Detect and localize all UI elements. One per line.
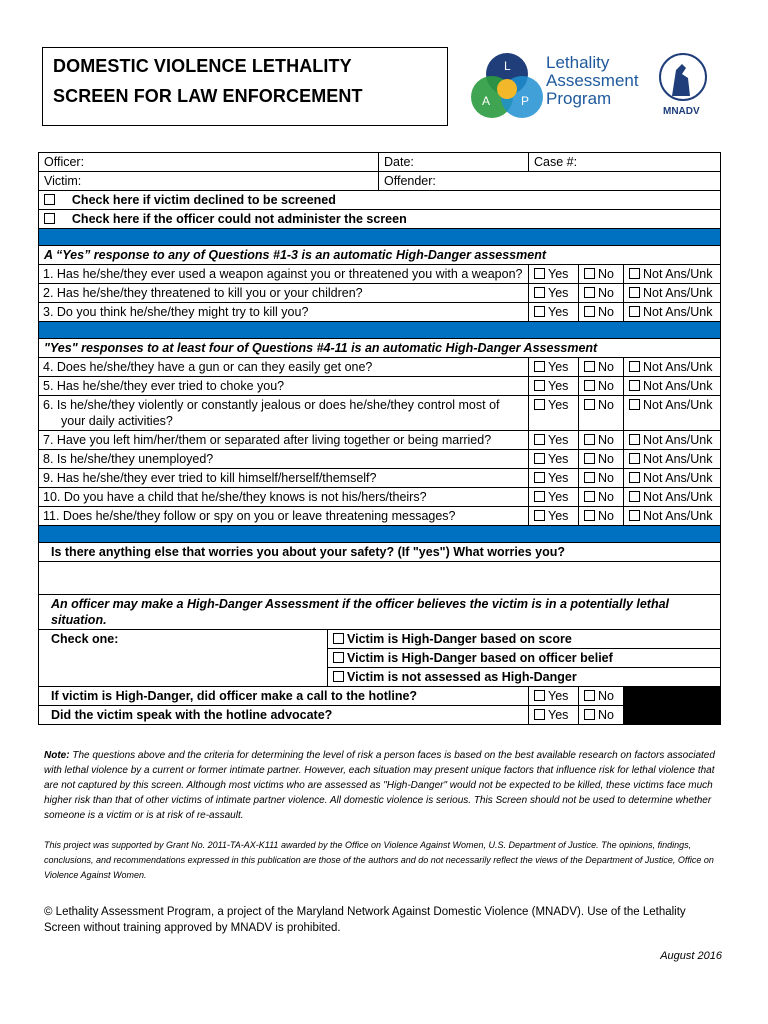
yes-label: Yes: [548, 490, 569, 504]
na-label: Not Ans/Unk: [643, 509, 713, 523]
yes-label: Yes: [548, 509, 569, 523]
question-text: 3. Do you think he/she/they might try to kill you?: [39, 303, 529, 322]
checkbox-icon[interactable]: [534, 472, 545, 483]
checkbox-icon[interactable]: [584, 491, 595, 502]
na-label: Not Ans/Unk: [643, 305, 713, 319]
checkbox-icon[interactable]: [534, 434, 545, 445]
checkbox-icon[interactable]: [584, 268, 595, 279]
question-row: [39, 450, 721, 469]
not-answered-option[interactable]: [624, 431, 721, 450]
checkbox-icon[interactable]: [534, 268, 545, 279]
question-text: 11. Does he/she/they follow or spy on you or leave threatening messages?: [39, 507, 529, 526]
note-text: The questions above and the criteria for determining the level of risk a person faces is based on the best available research on factors associated with lethal violence by a current or former intimate partner. However, each situation may present unique factors that influence risk for lethal violence that are not captured by this screen. Although most victims who are assessed as "High-Danger" would not be expected to be killed, these victims face much higher risk than that of other victims of intimate partner violence. All domestic violence is serious. This Screen should not be used to determine whether someone is a victim or is at risk of re-assault.: [44, 750, 715, 821]
offender-field[interactable]: Offender:: [379, 172, 721, 191]
question-row: [39, 396, 721, 431]
yes-label: Yes: [548, 708, 569, 722]
question-row: [39, 303, 721, 322]
yes-label: Yes: [548, 452, 569, 466]
lap-line-2: Assessment: [546, 71, 639, 90]
checkbox-icon[interactable]: [629, 287, 640, 298]
checkbox-icon[interactable]: [333, 671, 344, 682]
title-line-2: SCREEN FOR LAW ENFORCEMENT: [53, 86, 363, 106]
support-paragraph: This project was supported by Grant No. 2011-TA-AX-K111 awarded by the Office on Violence Against Women, U.S. Department of Justice. The opinions, findings, conclusions, and recommendations expressed in this publication are those of the authors and do not necessarily reflect the views of the Department of Justice, Office on Violence Against Women.: [44, 840, 714, 880]
checkbox-icon[interactable]: [333, 633, 344, 644]
no-label: No: [598, 708, 614, 722]
checkbox-icon[interactable]: [534, 306, 545, 317]
not-answered-option[interactable]: [624, 284, 721, 303]
checkbox-icon[interactable]: [584, 361, 595, 372]
checkbox-icon[interactable]: [584, 399, 595, 410]
question-row: [39, 358, 721, 377]
no-option[interactable]: [579, 431, 624, 450]
section1-questions: [39, 265, 721, 322]
checkbox-icon[interactable]: [629, 361, 640, 372]
no-option[interactable]: [579, 303, 624, 322]
no-option[interactable]: [579, 284, 624, 303]
note-label: Note:: [44, 750, 70, 761]
question-text: 9. Has he/she/they ever tried to kill himself/herself/themself?: [39, 469, 529, 488]
not-answered-option[interactable]: [624, 358, 721, 377]
could-not-label: Check here if the officer could not administer the screen: [71, 212, 407, 226]
no-label: No: [598, 305, 614, 319]
logos: [468, 50, 728, 126]
not-answered-option[interactable]: [624, 507, 721, 526]
na-label: Not Ans/Unk: [643, 452, 713, 466]
no-option[interactable]: [579, 469, 624, 488]
no-label: No: [598, 286, 614, 300]
no-option[interactable]: [579, 507, 624, 526]
section-divider: [39, 322, 721, 339]
checkbox-icon[interactable]: [629, 380, 640, 391]
yes-option[interactable]: [529, 284, 579, 303]
checkbox-icon[interactable]: [534, 380, 545, 391]
lap-line-1: Lethality: [546, 53, 610, 72]
no-option[interactable]: [579, 377, 624, 396]
yes-label: Yes: [548, 379, 569, 393]
no-option[interactable]: [579, 358, 624, 377]
na-label: Not Ans/Unk: [643, 490, 713, 504]
mnadv-logo-text: MNADV: [663, 106, 700, 117]
officer-field[interactable]: Officer:: [39, 153, 379, 172]
no-label: No: [598, 452, 614, 466]
yes-option[interactable]: [529, 303, 579, 322]
yes-option[interactable]: [529, 450, 579, 469]
no-label: No: [598, 360, 614, 374]
question-row: [39, 431, 721, 450]
title-line-1: DOMESTIC VIOLENCE LETHALITY: [53, 56, 352, 76]
checkbox-icon[interactable]: [534, 287, 545, 298]
no-label: No: [598, 379, 614, 393]
hotline-1-yes[interactable]: [529, 687, 579, 706]
checkbox-icon[interactable]: [44, 213, 55, 224]
question-text: 7. Have you left him/her/them or separated after living together or being married?: [39, 431, 529, 450]
section-divider: [39, 229, 721, 246]
no-label: No: [598, 267, 614, 281]
question-text: 2. Has he/she/they threatened to kill you or your children?: [39, 284, 529, 303]
not-answered-option[interactable]: [624, 469, 721, 488]
checkbox-icon[interactable]: [584, 306, 595, 317]
checkbox-icon[interactable]: [44, 194, 55, 205]
could-not-row[interactable]: [39, 210, 721, 229]
no-option[interactable]: [579, 396, 624, 431]
na-label: Not Ans/Unk: [643, 433, 713, 447]
check-option-not[interactable]: [328, 668, 721, 687]
worries-question: Is there anything else that worries you about your safety? (If "yes") What worries you?: [39, 543, 721, 562]
na-label: Not Ans/Unk: [643, 267, 713, 281]
lap-letter-a: A: [482, 94, 491, 108]
not-answered-option[interactable]: [624, 396, 721, 431]
mnadv-logo-icon: [658, 52, 708, 102]
checkbox-icon[interactable]: [629, 472, 640, 483]
checkbox-icon[interactable]: [534, 690, 545, 701]
checkbox-icon[interactable]: [584, 380, 595, 391]
checkbox-icon[interactable]: [584, 709, 595, 720]
question-text: 10. Do you have a child that he/she/they knows is not his/hers/theirs?: [39, 488, 529, 507]
na-label: Not Ans/Unk: [643, 379, 713, 393]
yes-option[interactable]: [529, 265, 579, 284]
checkbox-icon[interactable]: [534, 510, 545, 521]
declined-row[interactable]: [39, 191, 721, 210]
no-label: No: [598, 398, 614, 412]
note-paragraph: [44, 748, 724, 823]
yes-label: Yes: [548, 267, 569, 281]
checkbox-icon[interactable]: [629, 453, 640, 464]
checkbox-icon[interactable]: [584, 690, 595, 701]
no-option[interactable]: [579, 488, 624, 507]
lap-logo-text: [546, 54, 639, 108]
yes-option[interactable]: [529, 377, 579, 396]
checkbox-icon[interactable]: [534, 399, 545, 410]
na-label: Not Ans/Unk: [643, 286, 713, 300]
officer-belief-text: An officer may make a High-Danger Assessment if the officer believes the victim is in a potentially lethal situation.: [39, 595, 721, 630]
checkbox-icon[interactable]: [629, 399, 640, 410]
not-answered-option[interactable]: [624, 303, 721, 322]
checkbox-icon[interactable]: [534, 361, 545, 372]
question-row: [39, 265, 721, 284]
option-label: Victim is High-Danger based on score: [347, 632, 572, 646]
question-row: [39, 469, 721, 488]
blacked-out-cell: [624, 687, 721, 725]
not-answered-option[interactable]: [624, 450, 721, 469]
screen-form: [38, 152, 721, 725]
yes-label: Yes: [548, 360, 569, 374]
question-row: [39, 377, 721, 396]
yes-label: Yes: [548, 305, 569, 319]
section2-header: "Yes" responses to at least four of Questions #4-11 is an automatic High-Danger Assessment: [39, 339, 721, 358]
hotline-question-1: If victim is High-Danger, did officer make a call to the hotline?: [39, 687, 529, 706]
no-label: No: [598, 433, 614, 447]
yes-label: Yes: [548, 433, 569, 447]
question-text: 6. Is he/she/they violently or constantly jealous or does he/she/they control most of your daily activities?: [39, 396, 529, 431]
declined-label: Check here if victim declined to be screened: [71, 193, 336, 207]
hotline-1-no[interactable]: [579, 687, 624, 706]
question-text: 4. Does he/she/they have a gun or can they easily get one?: [39, 358, 529, 377]
section1-header: A “Yes” response to any of Questions #1-3 is an automatic High-Danger assessment: [39, 246, 721, 265]
question-text: 5. Has he/she/they ever tried to choke you?: [39, 377, 529, 396]
option-label: Victim is not assessed as High-Danger: [347, 670, 577, 684]
yes-label: Yes: [548, 689, 569, 703]
section-divider: [39, 526, 721, 543]
question-row: [39, 284, 721, 303]
na-label: Not Ans/Unk: [643, 398, 713, 412]
yes-option[interactable]: [529, 488, 579, 507]
case-field[interactable]: Case #:: [529, 153, 721, 172]
yes-option[interactable]: [529, 396, 579, 431]
checkbox-icon[interactable]: [629, 434, 640, 445]
title-box: [42, 47, 448, 126]
checkbox-icon[interactable]: [534, 491, 545, 502]
hotline-2-no[interactable]: [579, 706, 624, 725]
not-answered-option[interactable]: [624, 265, 721, 284]
no-label: No: [598, 490, 614, 504]
question-text: 1. Has he/she/they ever used a weapon against you or threatened you with a weapon?: [39, 265, 529, 284]
no-option[interactable]: [579, 265, 624, 284]
victim-field[interactable]: Victim:: [39, 172, 379, 191]
checkbox-icon[interactable]: [584, 434, 595, 445]
option-label: Victim is High-Danger based on officer belief: [347, 651, 613, 665]
checkbox-icon[interactable]: [333, 652, 344, 663]
hotline-question-2: Did the victim speak with the hotline advocate?: [39, 706, 529, 725]
question-row: [39, 488, 721, 507]
no-label: No: [598, 471, 614, 485]
yes-option[interactable]: [529, 431, 579, 450]
checkbox-icon[interactable]: [584, 472, 595, 483]
checkbox-icon[interactable]: [629, 306, 640, 317]
check-option-score[interactable]: [328, 630, 721, 649]
section2-questions: [39, 358, 721, 526]
no-option[interactable]: [579, 450, 624, 469]
yes-label: Yes: [548, 286, 569, 300]
checkbox-icon[interactable]: [534, 453, 545, 464]
lap-letter-l: L: [504, 59, 511, 73]
na-label: Not Ans/Unk: [643, 360, 713, 374]
publication-date: August 2016: [660, 950, 722, 962]
checkbox-icon[interactable]: [584, 510, 595, 521]
checkbox-icon[interactable]: [584, 287, 595, 298]
yes-option[interactable]: [529, 469, 579, 488]
lap-line-3: Program: [546, 89, 612, 108]
hotline-2-yes[interactable]: [529, 706, 579, 725]
checkbox-icon[interactable]: [534, 709, 545, 720]
checkbox-icon[interactable]: [629, 510, 640, 521]
check-one-label: Check one:: [39, 630, 328, 687]
checkbox-icon[interactable]: [584, 453, 595, 464]
worries-answer-field[interactable]: [39, 562, 721, 595]
na-label: Not Ans/Unk: [643, 471, 713, 485]
not-answered-option[interactable]: [624, 488, 721, 507]
yes-label: Yes: [548, 471, 569, 485]
yes-label: Yes: [548, 398, 569, 412]
lap-logo-icon: [468, 50, 548, 126]
checkbox-icon[interactable]: [629, 268, 640, 279]
check-option-belief[interactable]: [328, 649, 721, 668]
copyright-paragraph: © Lethality Assessment Program, a project of the Maryland Network Against Domestic Violence (MNADV). Use of the Lethality Screen without training approved by MNADV is prohibited.: [44, 906, 686, 934]
no-label: No: [598, 689, 614, 703]
question-row: [39, 507, 721, 526]
checkbox-icon[interactable]: [629, 491, 640, 502]
not-answered-option[interactable]: [624, 377, 721, 396]
question-text: 8. Is he/she/they unemployed?: [39, 450, 529, 469]
no-label: No: [598, 509, 614, 523]
lap-letter-p: P: [521, 94, 530, 108]
yes-option[interactable]: [529, 507, 579, 526]
yes-option[interactable]: [529, 358, 579, 377]
date-field[interactable]: Date:: [379, 153, 529, 172]
